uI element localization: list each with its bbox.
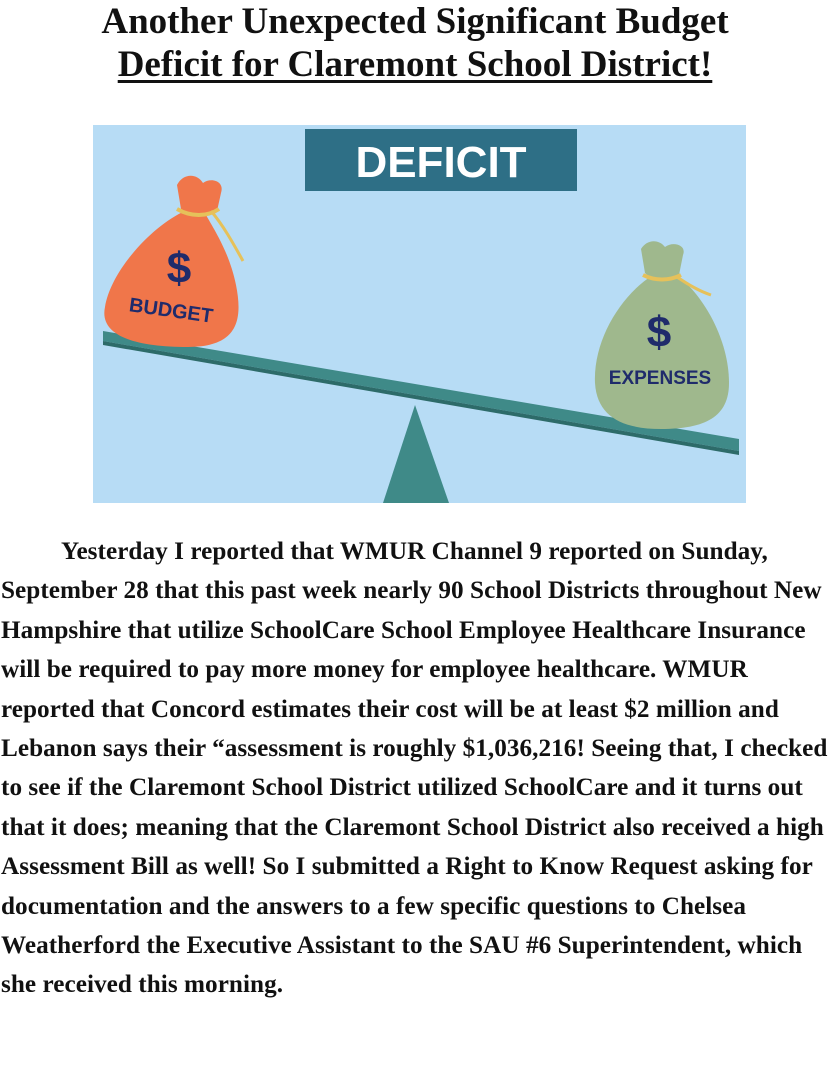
- banner-text: DEFICIT: [355, 138, 527, 187]
- budget-label: BUDGET: [127, 294, 215, 328]
- expenses-dollar-symbol: $: [646, 308, 672, 357]
- deficit-illustration: [93, 125, 746, 503]
- headline-line-1: Another Unexpected Significant Budget: [101, 1, 729, 42]
- budget-dollar-symbol: $: [166, 244, 192, 293]
- headline: [0, 0, 830, 86]
- article-paragraph: [1, 532, 830, 1005]
- deficit-banner: [305, 129, 577, 191]
- article-paragraph-text: Yesterday I reported that WMUR Channel 9 reported on Sunday, September 28 that this past week nearly 90 School Districts throughout New Hampshire that utilize SchoolCare School Employee Healthcare Insurance will be required to pay more money for employee healthcare. WMUR reported that Concord estimates their cost will be at least $2 million and Lebanon says their “assessment is roughly $1,036,216! Seeing that, I checked to see if the Claremont School District utilized SchoolCare and it turns out that it does; meaning that the Claremont School District also received a high Assessment Bill as well! So I submitted a Right to Know Request asking for documentation and the answers to a few specific questions to Chelsea Weatherford the Executive Assistant to the SAU #6 Superintendent, which she received this morning.: [1, 538, 828, 999]
- expenses-label: EXPENSES: [608, 368, 712, 389]
- headline-line-2: Deficit for Claremont School District!: [117, 44, 713, 85]
